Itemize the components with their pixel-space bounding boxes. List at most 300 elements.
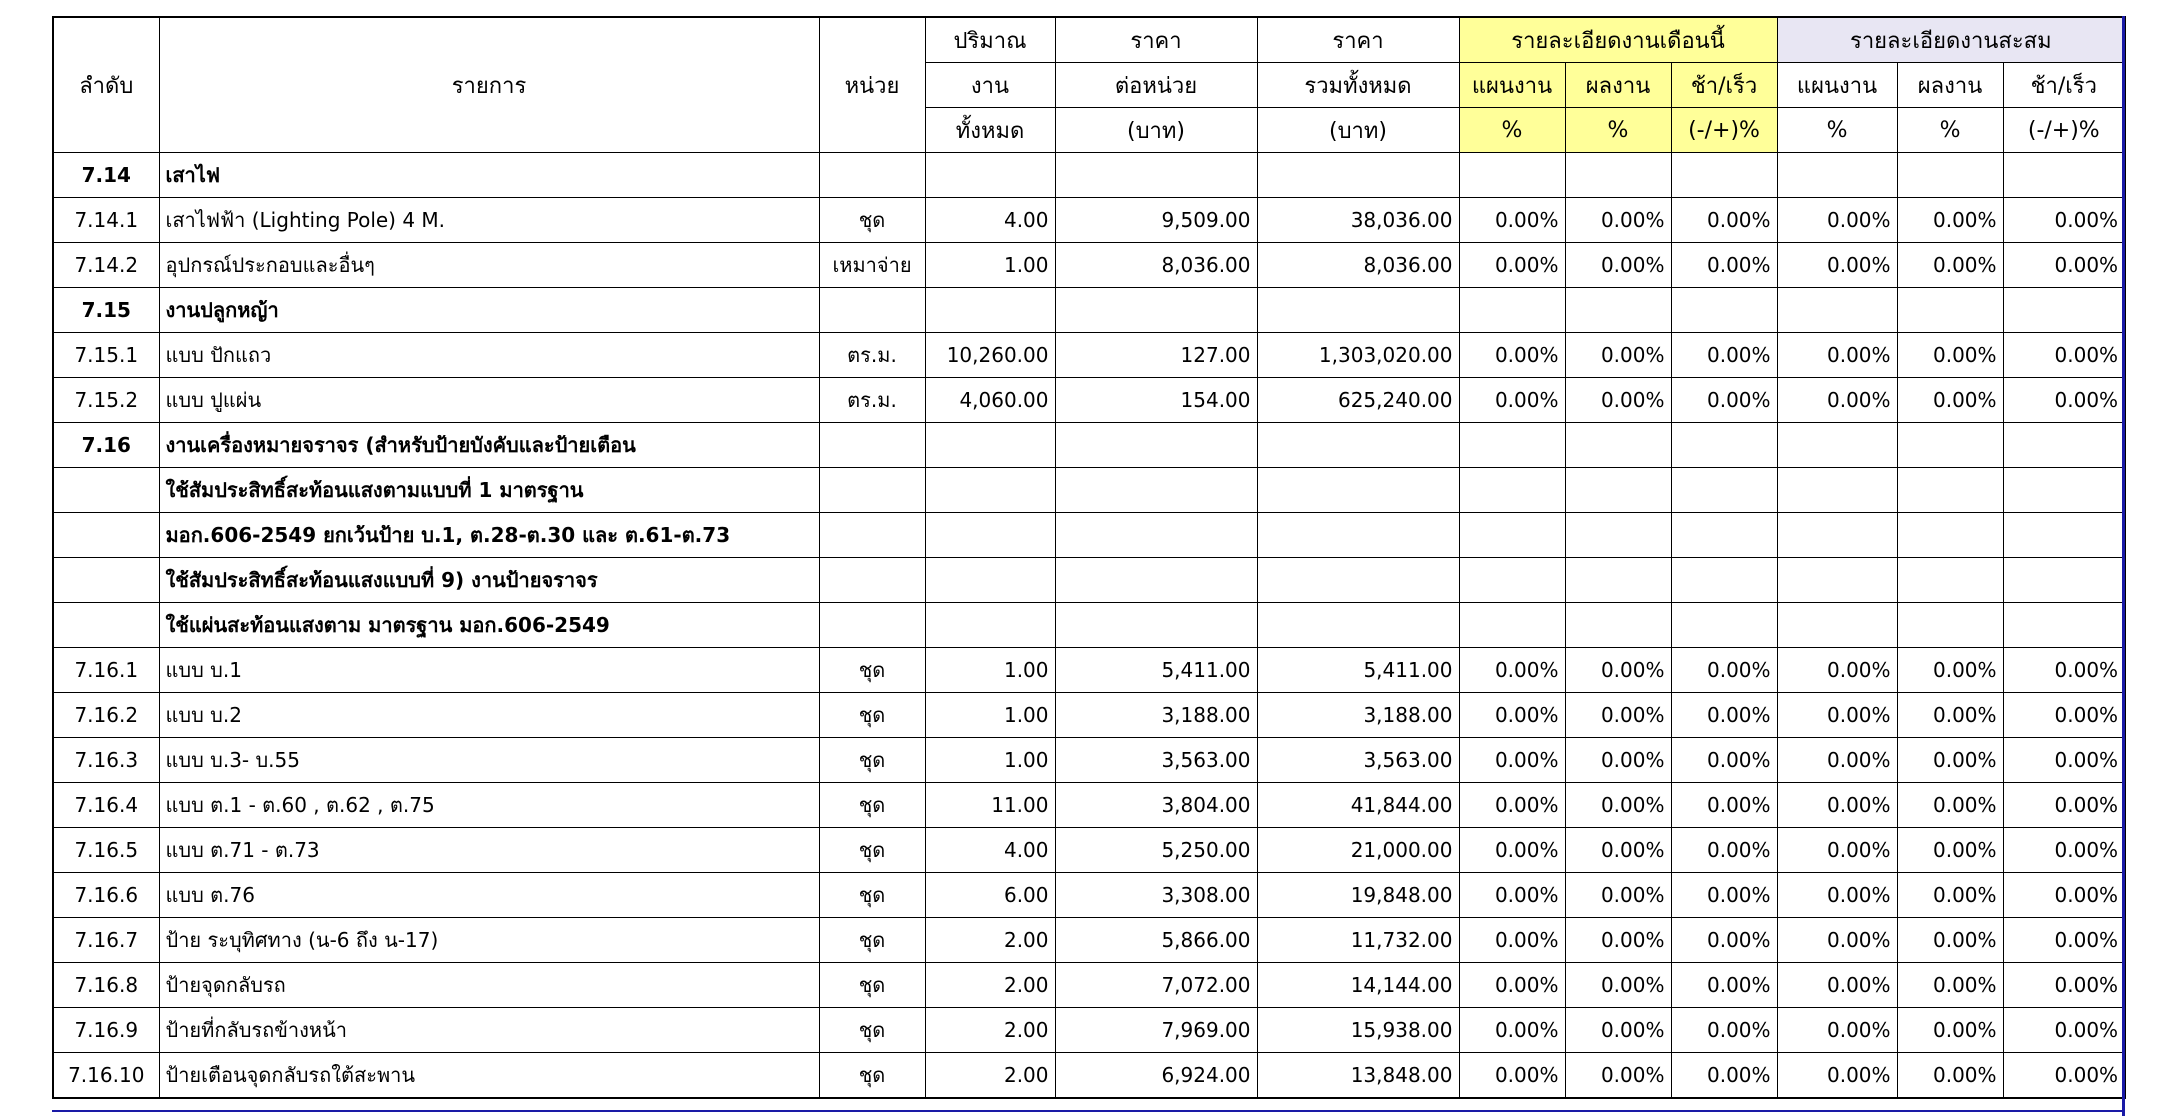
table-row <box>53 738 2125 783</box>
cell-unit: ตร.ม. <box>819 378 925 423</box>
cell-percent: 0.00% <box>1459 918 1565 963</box>
cell-item: แบบ บ.1 <box>159 648 819 693</box>
cell-empty <box>1777 558 1897 603</box>
cell-empty <box>1565 558 1671 603</box>
cell-percent: 0.00% <box>1459 783 1565 828</box>
cell-percent: 0.00% <box>1777 738 1897 783</box>
cell-no: 7.16.8 <box>53 963 159 1008</box>
cell-no: 7.15.2 <box>53 378 159 423</box>
cell-empty <box>1459 423 1565 468</box>
cell-percent: 0.00% <box>1777 243 1897 288</box>
cell-empty <box>925 603 1055 648</box>
cell-empty <box>1459 603 1565 648</box>
cell-empty <box>1055 603 1257 648</box>
cell-empty <box>925 288 1055 333</box>
cell-percent: 0.00% <box>1897 918 2003 963</box>
table-row <box>53 1008 2125 1053</box>
cell-unit-price: 9,509.00 <box>1055 198 1257 243</box>
table-row <box>53 963 2125 1008</box>
cell-no <box>53 468 159 513</box>
cell-percent: 0.00% <box>1777 693 1897 738</box>
cell-unit-price: 3,804.00 <box>1055 783 1257 828</box>
cell-percent: 0.00% <box>1565 333 1671 378</box>
cell-empty <box>1257 468 1459 513</box>
cell-empty <box>1459 513 1565 558</box>
cell-empty <box>819 153 925 198</box>
cell-percent: 0.00% <box>2003 243 2125 288</box>
header-total-price-1: ราคา <box>1257 17 1459 63</box>
cell-empty <box>925 513 1055 558</box>
cell-unit-price: 5,411.00 <box>1055 648 1257 693</box>
cell-percent: 0.00% <box>1777 873 1897 918</box>
cell-total: 11,732.00 <box>1257 918 1459 963</box>
header-no: ลำดับ <box>53 17 159 153</box>
cell-percent: 0.00% <box>1897 198 2003 243</box>
cell-item: เสาไฟ <box>159 153 819 198</box>
header-month-result: ผลงาน <box>1565 63 1671 108</box>
cell-empty <box>819 468 925 513</box>
table-row <box>53 378 2125 423</box>
cell-percent: 0.00% <box>1565 783 1671 828</box>
cell-empty <box>1055 288 1257 333</box>
cell-empty <box>819 558 925 603</box>
cell-empty <box>1777 423 1897 468</box>
cell-percent: 0.00% <box>1459 243 1565 288</box>
cell-percent: 0.00% <box>1671 333 1777 378</box>
bill-of-quantities-table <box>52 16 2126 1099</box>
cell-empty <box>1671 288 1777 333</box>
cell-percent: 0.00% <box>1565 648 1671 693</box>
cell-unit-price: 8,036.00 <box>1055 243 1257 288</box>
cell-qty: 2.00 <box>925 918 1055 963</box>
cell-unit-price: 7,072.00 <box>1055 963 1257 1008</box>
cell-empty <box>2003 288 2125 333</box>
table-row <box>53 873 2125 918</box>
cell-unit-price: 5,250.00 <box>1055 828 1257 873</box>
header-unit-price-1: ราคา <box>1055 17 1257 63</box>
header-qty-2: งาน <box>925 63 1055 108</box>
cell-qty: 6.00 <box>925 873 1055 918</box>
cell-empty <box>1257 153 1459 198</box>
cell-percent: 0.00% <box>1671 963 1777 1008</box>
cell-empty <box>2003 513 2125 558</box>
cell-percent: 0.00% <box>1897 1008 2003 1053</box>
header-unit-price-2: ต่อหน่วย <box>1055 63 1257 108</box>
cell-total: 14,144.00 <box>1257 963 1459 1008</box>
cell-empty <box>1459 153 1565 198</box>
cell-item: แบบ ปูแผ่น <box>159 378 819 423</box>
cell-total: 3,188.00 <box>1257 693 1459 738</box>
header-month-plan-pct: % <box>1459 108 1565 153</box>
cell-no: 7.16.6 <box>53 873 159 918</box>
cell-unit: เหมาจ่าย <box>819 243 925 288</box>
cell-no: 7.16.2 <box>53 693 159 738</box>
cell-unit: ชุด <box>819 828 925 873</box>
table-row <box>53 243 2125 288</box>
cell-percent: 0.00% <box>1565 243 1671 288</box>
cell-percent: 0.00% <box>1459 198 1565 243</box>
cell-item: ใช้สัมประสิทธิ์สะท้อนแสงตามแบบที่ 1 มาตรฐาน <box>159 468 819 513</box>
header-month-diff: ช้า/เร็ว <box>1671 63 1777 108</box>
cell-total: 21,000.00 <box>1257 828 1459 873</box>
cell-percent: 0.00% <box>1671 1008 1777 1053</box>
cell-no: 7.14.2 <box>53 243 159 288</box>
cell-unit-price: 3,308.00 <box>1055 873 1257 918</box>
cell-qty: 2.00 <box>925 963 1055 1008</box>
cell-unit: ชุด <box>819 918 925 963</box>
cell-empty <box>1257 288 1459 333</box>
cell-percent: 0.00% <box>2003 1053 2125 1099</box>
cell-qty: 4,060.00 <box>925 378 1055 423</box>
cell-no: 7.16.5 <box>53 828 159 873</box>
cell-unit-price: 5,866.00 <box>1055 918 1257 963</box>
cell-empty <box>1257 423 1459 468</box>
header-accum-plan: แผนงาน <box>1777 63 1897 108</box>
cell-percent: 0.00% <box>1897 243 2003 288</box>
cell-empty <box>819 423 925 468</box>
cell-empty <box>1897 288 2003 333</box>
cell-qty: 1.00 <box>925 648 1055 693</box>
cell-percent: 0.00% <box>1671 378 1777 423</box>
cell-percent: 0.00% <box>2003 1008 2125 1053</box>
cell-unit: ชุด <box>819 198 925 243</box>
cell-empty <box>1897 468 2003 513</box>
cell-percent: 0.00% <box>1459 1053 1565 1099</box>
cell-empty <box>1897 423 2003 468</box>
cell-percent: 0.00% <box>1897 378 2003 423</box>
cell-percent: 0.00% <box>1671 738 1777 783</box>
cell-percent: 0.00% <box>2003 648 2125 693</box>
cell-percent: 0.00% <box>2003 738 2125 783</box>
cell-empty <box>1671 468 1777 513</box>
header-accum-plan-pct: % <box>1777 108 1897 153</box>
cell-percent: 0.00% <box>1565 1053 1671 1099</box>
cell-item: แบบ ต.1 - ต.60 , ต.62 , ต.75 <box>159 783 819 828</box>
cell-percent: 0.00% <box>1897 963 2003 1008</box>
cell-no: 7.15 <box>53 288 159 333</box>
table-row <box>53 783 2125 828</box>
cell-unit: ตร.ม. <box>819 333 925 378</box>
header-total-price-3: (บาท) <box>1257 108 1459 153</box>
cell-no <box>53 603 159 648</box>
cell-percent: 0.00% <box>1671 693 1777 738</box>
cell-unit-price: 6,924.00 <box>1055 1053 1257 1099</box>
cell-percent: 0.00% <box>1897 828 2003 873</box>
cell-no <box>53 513 159 558</box>
cell-percent: 0.00% <box>1459 1008 1565 1053</box>
cell-percent: 0.00% <box>1897 333 2003 378</box>
cell-unit: ชุด <box>819 648 925 693</box>
header-month-diff-pct: (-/+)% <box>1671 108 1777 153</box>
cell-item: มอก.606-2549 ยกเว้นป้าย บ.1, ต.28-ต.30 และ ต.61-ต.73 <box>159 513 819 558</box>
cell-empty <box>1897 558 2003 603</box>
header-accum-result-pct: % <box>1897 108 2003 153</box>
cell-percent: 0.00% <box>1897 1053 2003 1099</box>
cell-empty <box>819 513 925 558</box>
cell-total: 3,563.00 <box>1257 738 1459 783</box>
cell-no: 7.16.10 <box>53 1053 159 1099</box>
cell-empty <box>2003 468 2125 513</box>
cell-total: 8,036.00 <box>1257 243 1459 288</box>
cell-percent: 0.00% <box>2003 693 2125 738</box>
cell-qty: 4.00 <box>925 828 1055 873</box>
cell-total: 38,036.00 <box>1257 198 1459 243</box>
cell-unit: ชุด <box>819 738 925 783</box>
cell-percent: 0.00% <box>1459 648 1565 693</box>
cell-qty: 2.00 <box>925 1008 1055 1053</box>
cell-empty <box>1055 558 1257 603</box>
table-row-heading <box>53 558 2125 603</box>
cell-item: แบบ ต.71 - ต.73 <box>159 828 819 873</box>
cell-item: แบบ บ.3- บ.55 <box>159 738 819 783</box>
cell-empty <box>1565 153 1671 198</box>
cell-percent: 0.00% <box>2003 828 2125 873</box>
cell-empty <box>1565 288 1671 333</box>
cell-unit: ชุด <box>819 963 925 1008</box>
cell-no: 7.16.4 <box>53 783 159 828</box>
cell-no: 7.14 <box>53 153 159 198</box>
cell-qty: 1.00 <box>925 693 1055 738</box>
cell-item: แบบ บ.2 <box>159 693 819 738</box>
cell-qty: 1.00 <box>925 243 1055 288</box>
table-row-heading <box>53 288 2125 333</box>
cell-empty <box>1055 153 1257 198</box>
cell-empty <box>1257 513 1459 558</box>
cell-empty <box>1777 288 1897 333</box>
cell-no: 7.15.1 <box>53 333 159 378</box>
table-row-heading <box>53 468 2125 513</box>
table-row-heading <box>53 423 2125 468</box>
cell-percent: 0.00% <box>1897 738 2003 783</box>
cell-empty <box>1459 468 1565 513</box>
header-accum-group: รายละเอียดงานสะสม <box>1777 17 2125 63</box>
cell-percent: 0.00% <box>2003 963 2125 1008</box>
cell-unit: ชุด <box>819 1053 925 1099</box>
cell-percent: 0.00% <box>1459 873 1565 918</box>
cell-total: 13,848.00 <box>1257 1053 1459 1099</box>
cell-empty <box>1777 468 1897 513</box>
cell-percent: 0.00% <box>1459 333 1565 378</box>
cell-empty <box>1671 603 1777 648</box>
cell-item: แบบ ต.76 <box>159 873 819 918</box>
table-row-heading <box>53 153 2125 198</box>
cell-percent: 0.00% <box>1777 1008 1897 1053</box>
cell-percent: 0.00% <box>1777 198 1897 243</box>
cell-percent: 0.00% <box>1671 243 1777 288</box>
cell-empty <box>1897 153 2003 198</box>
cell-item: ป้ายเตือนจุดกลับรถใต้สะพาน <box>159 1053 819 1099</box>
cell-percent: 0.00% <box>1671 828 1777 873</box>
table-row <box>53 648 2125 693</box>
cell-percent: 0.00% <box>1565 873 1671 918</box>
page-edge-right <box>2122 16 2125 1116</box>
cell-percent: 0.00% <box>1777 783 1897 828</box>
cell-percent: 0.00% <box>1777 648 1897 693</box>
cell-empty <box>1671 423 1777 468</box>
cell-percent: 0.00% <box>2003 198 2125 243</box>
cell-empty <box>1671 558 1777 603</box>
cell-item: ใช้สัมประสิทธิ์สะท้อนแสงแบบที่ 9) งานป้ายจราจร <box>159 558 819 603</box>
cell-qty: 1.00 <box>925 738 1055 783</box>
cell-empty <box>1459 558 1565 603</box>
cell-empty <box>925 558 1055 603</box>
cell-item: ป้ายที่กลับรถข้างหน้า <box>159 1008 819 1053</box>
cell-percent: 0.00% <box>1459 693 1565 738</box>
cell-no <box>53 558 159 603</box>
table-row-heading <box>53 603 2125 648</box>
cell-unit: ชุด <box>819 1008 925 1053</box>
cell-percent: 0.00% <box>2003 873 2125 918</box>
cell-percent: 0.00% <box>1565 1008 1671 1053</box>
cell-percent: 0.00% <box>1565 693 1671 738</box>
cell-item: เสาไฟฟ้า (Lighting Pole) 4 M. <box>159 198 819 243</box>
cell-empty <box>1257 558 1459 603</box>
cell-percent: 0.00% <box>2003 378 2125 423</box>
page-edge-bottom <box>52 1110 2125 1112</box>
cell-percent: 0.00% <box>1777 918 1897 963</box>
cell-unit: ชุด <box>819 873 925 918</box>
cell-total: 15,938.00 <box>1257 1008 1459 1053</box>
header-month-group: รายละเอียดงานเดือนนี้ <box>1459 17 1777 63</box>
cell-empty <box>819 603 925 648</box>
cell-empty <box>1565 603 1671 648</box>
cell-percent: 0.00% <box>1897 873 2003 918</box>
cell-no: 7.16.9 <box>53 1008 159 1053</box>
cell-empty <box>2003 423 2125 468</box>
cell-empty <box>1777 603 1897 648</box>
cell-empty <box>1897 603 2003 648</box>
cell-total: 5,411.00 <box>1257 648 1459 693</box>
header-qty-1: ปริมาณ <box>925 17 1055 63</box>
table-body <box>53 153 2125 1099</box>
cell-empty <box>1055 468 1257 513</box>
cell-percent: 0.00% <box>1777 333 1897 378</box>
cell-percent: 0.00% <box>1671 783 1777 828</box>
cell-percent: 0.00% <box>1459 378 1565 423</box>
cell-empty <box>819 288 925 333</box>
cell-percent: 0.00% <box>2003 918 2125 963</box>
cell-percent: 0.00% <box>2003 783 2125 828</box>
cell-empty <box>2003 603 2125 648</box>
cell-empty <box>925 468 1055 513</box>
cell-percent: 0.00% <box>1671 1053 1777 1099</box>
cell-percent: 0.00% <box>1897 783 2003 828</box>
cell-percent: 0.00% <box>1671 873 1777 918</box>
cell-empty <box>1565 468 1671 513</box>
cell-empty <box>1777 153 1897 198</box>
cell-no: 7.16.7 <box>53 918 159 963</box>
cell-percent: 0.00% <box>1897 693 2003 738</box>
cell-qty: 11.00 <box>925 783 1055 828</box>
header-qty-3: ทั้งหมด <box>925 108 1055 153</box>
cell-item: งานเครื่องหมายจราจร (สำหรับป้ายบังคับและป้ายเตือน <box>159 423 819 468</box>
header-unit: หน่วย <box>819 17 925 153</box>
cell-empty <box>2003 558 2125 603</box>
cell-qty: 10,260.00 <box>925 333 1055 378</box>
table-row <box>53 693 2125 738</box>
cell-percent: 0.00% <box>1565 828 1671 873</box>
cell-empty <box>1777 513 1897 558</box>
table-row <box>53 918 2125 963</box>
cell-percent: 0.00% <box>1671 918 1777 963</box>
cell-empty <box>925 153 1055 198</box>
cell-percent: 0.00% <box>1459 963 1565 1008</box>
cell-total: 19,848.00 <box>1257 873 1459 918</box>
cell-percent: 0.00% <box>1671 198 1777 243</box>
cell-percent: 0.00% <box>1565 738 1671 783</box>
cell-empty <box>925 423 1055 468</box>
cell-empty <box>1671 153 1777 198</box>
cell-percent: 0.00% <box>1565 918 1671 963</box>
table-row <box>53 1053 2125 1099</box>
cell-empty <box>1257 603 1459 648</box>
cell-empty <box>1671 513 1777 558</box>
header-month-plan: แผนงาน <box>1459 63 1565 108</box>
cell-total: 625,240.00 <box>1257 378 1459 423</box>
cell-no: 7.14.1 <box>53 198 159 243</box>
cell-qty: 2.00 <box>925 1053 1055 1099</box>
cell-no: 7.16.3 <box>53 738 159 783</box>
header-total-price-2: รวมทั้งหมด <box>1257 63 1459 108</box>
header-item: รายการ <box>159 17 819 153</box>
cell-empty <box>1055 423 1257 468</box>
cell-percent: 0.00% <box>1565 378 1671 423</box>
cell-empty <box>1897 513 2003 558</box>
cell-unit-price: 154.00 <box>1055 378 1257 423</box>
cell-item: ป้ายจุดกลับรถ <box>159 963 819 1008</box>
table-row <box>53 333 2125 378</box>
table-row-heading <box>53 513 2125 558</box>
cell-percent: 0.00% <box>1777 828 1897 873</box>
cell-unit: ชุด <box>819 783 925 828</box>
cell-no: 7.16 <box>53 423 159 468</box>
cell-no: 7.16.1 <box>53 648 159 693</box>
cell-item: งานปลูกหญ้า <box>159 288 819 333</box>
cell-total: 41,844.00 <box>1257 783 1459 828</box>
table-row <box>53 198 2125 243</box>
cell-empty <box>1565 423 1671 468</box>
header-unit-price-3: (บาท) <box>1055 108 1257 153</box>
cell-percent: 0.00% <box>1459 738 1565 783</box>
cell-percent: 0.00% <box>1565 963 1671 1008</box>
cell-unit-price: 3,563.00 <box>1055 738 1257 783</box>
cell-unit-price: 7,969.00 <box>1055 1008 1257 1053</box>
cell-percent: 0.00% <box>1777 1053 1897 1099</box>
header-accum-diff: ช้า/เร็ว <box>2003 63 2125 108</box>
cell-percent: 0.00% <box>1777 963 1897 1008</box>
cell-empty <box>1459 288 1565 333</box>
cell-unit: ชุด <box>819 693 925 738</box>
cell-percent: 0.00% <box>1459 828 1565 873</box>
cell-percent: 0.00% <box>1671 648 1777 693</box>
header-month-result-pct: % <box>1565 108 1671 153</box>
cell-empty <box>2003 153 2125 198</box>
cell-item: ป้าย ระบุทิศทาง (น-6 ถึง น-17) <box>159 918 819 963</box>
cell-percent: 0.00% <box>1777 378 1897 423</box>
header-accum-diff-pct: (-/+)% <box>2003 108 2125 153</box>
cell-item: อุปกรณ์ประกอบและอื่นๆ <box>159 243 819 288</box>
cell-percent: 0.00% <box>1897 648 2003 693</box>
cell-percent: 0.00% <box>1565 198 1671 243</box>
cell-unit-price: 3,188.00 <box>1055 693 1257 738</box>
cell-empty <box>1055 513 1257 558</box>
table-row <box>53 828 2125 873</box>
cell-empty <box>1565 513 1671 558</box>
cell-item: ใช้แผ่นสะท้อนแสงตาม มาตรฐาน มอก.606-2549 <box>159 603 819 648</box>
header-accum-result: ผลงาน <box>1897 63 2003 108</box>
cell-percent: 0.00% <box>2003 333 2125 378</box>
cell-item: แบบ ปักแถว <box>159 333 819 378</box>
